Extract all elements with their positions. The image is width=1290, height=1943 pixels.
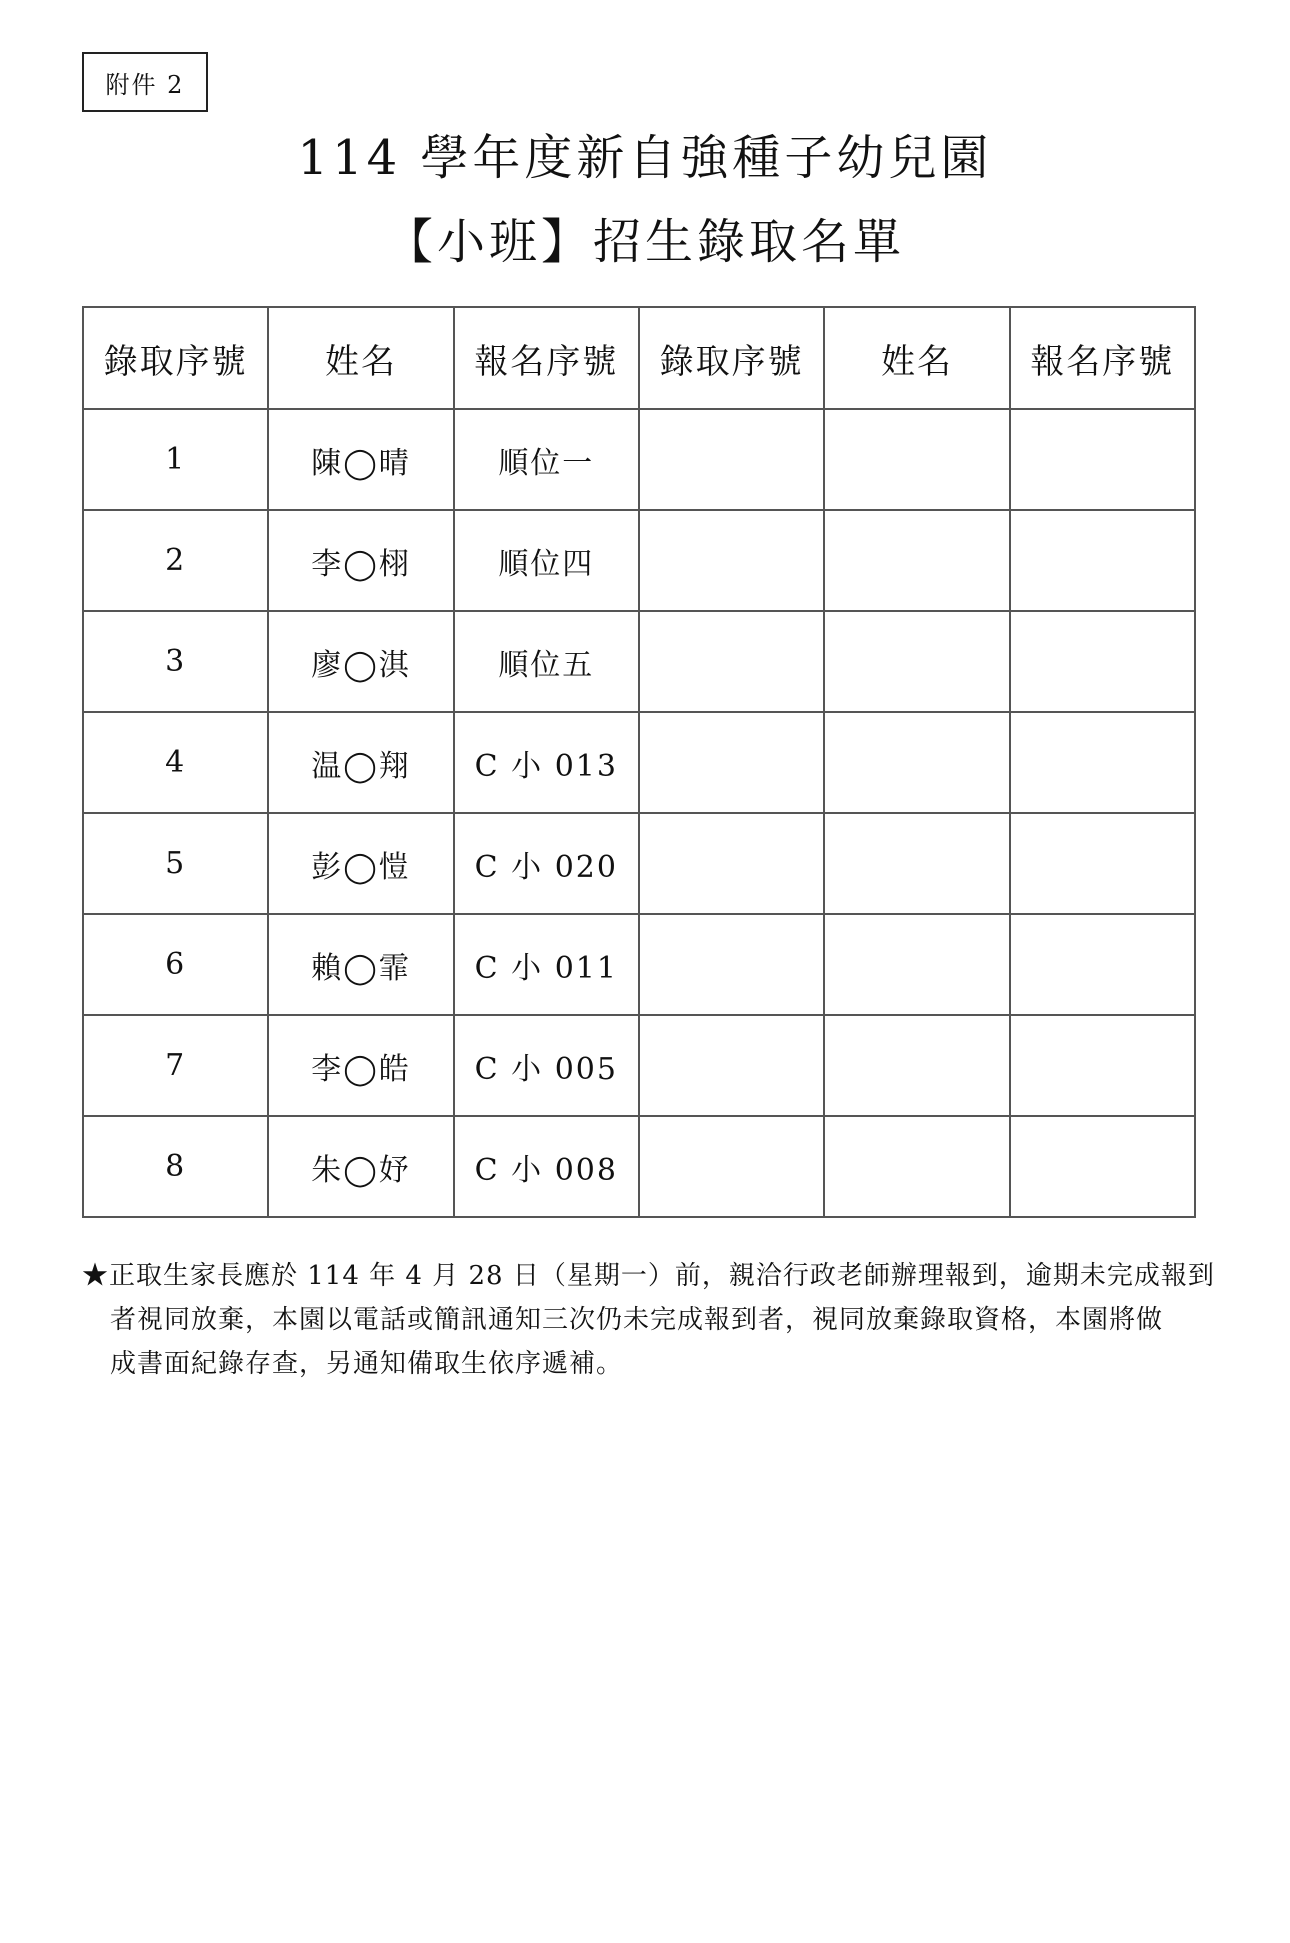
- cell-name-2: [824, 510, 1009, 611]
- attachment-label: 附件 2: [82, 52, 208, 112]
- table-row: [83, 611, 1195, 712]
- cell-registration-no-2: [1010, 712, 1195, 813]
- cell-admission-no: 5: [83, 813, 268, 914]
- cell-name-2: [824, 611, 1009, 712]
- table-row: [83, 510, 1195, 611]
- cell-name-2: [824, 813, 1009, 914]
- cell-admission-no: 8: [83, 1116, 268, 1217]
- header-name-2: 姓名: [824, 307, 1009, 409]
- cell-name: 陳◯晴: [268, 409, 453, 510]
- cell-name-2: [824, 1116, 1009, 1217]
- cell-admission-no: 1: [83, 409, 268, 510]
- cell-registration-no-2: [1010, 813, 1195, 914]
- table-header-row: [83, 307, 1195, 409]
- table-row: [83, 1116, 1195, 1217]
- cell-admission-no-2: [639, 409, 824, 510]
- cell-registration-no: 順位四: [454, 510, 639, 611]
- table-row: [83, 813, 1195, 914]
- cell-name: 朱◯妤: [268, 1116, 453, 1217]
- cell-name: 李◯栩: [268, 510, 453, 611]
- cell-admission-no-2: [639, 510, 824, 611]
- note-line-3: 成書面紀錄存查，另通知備取生依序遞補。: [110, 1349, 624, 1379]
- admission-table: [82, 306, 1196, 1218]
- cell-admission-no: 6: [83, 914, 268, 1015]
- cell-registration-no: C 小 013: [454, 712, 639, 813]
- cell-admission-no-2: [639, 712, 824, 813]
- cell-name: 李◯皓: [268, 1015, 453, 1116]
- cell-registration-no-2: [1010, 611, 1195, 712]
- note-line-2: 者視同放棄，本園以電話或簡訊通知三次仍未完成報到者，視同放棄錄取資格，本園將做: [110, 1305, 1164, 1335]
- cell-registration-no: C 小 011: [454, 914, 639, 1015]
- cell-name: 廖◯淇: [268, 611, 453, 712]
- cell-admission-no: 4: [83, 712, 268, 813]
- cell-admission-no: 7: [83, 1015, 268, 1116]
- header-admission-no: 錄取序號: [83, 307, 268, 409]
- cell-admission-no-2: [639, 611, 824, 712]
- cell-name-2: [824, 914, 1009, 1015]
- cell-name: 彭◯愷: [268, 813, 453, 914]
- table-row: [83, 712, 1195, 813]
- cell-name-2: [824, 1015, 1009, 1116]
- cell-registration-no-2: [1010, 409, 1195, 510]
- cell-registration-no: 順位一: [454, 409, 639, 510]
- cell-name-2: [824, 712, 1009, 813]
- cell-registration-no-2: [1010, 914, 1195, 1015]
- table-row: [83, 914, 1195, 1015]
- document-title: 114 學年度新自強種子幼兒園: [297, 130, 993, 186]
- cell-registration-no: C 小 008: [454, 1116, 639, 1217]
- cell-name: 賴◯霏: [268, 914, 453, 1015]
- cell-registration-no-2: [1010, 510, 1195, 611]
- table-row: [83, 1015, 1195, 1116]
- cell-admission-no-2: [639, 914, 824, 1015]
- cell-admission-no: 3: [83, 611, 268, 712]
- cell-registration-no: C 小 020: [454, 813, 639, 914]
- header-registration-no: 報名序號: [454, 307, 639, 409]
- header-name: 姓名: [268, 307, 453, 409]
- cell-registration-no-2: [1010, 1116, 1195, 1217]
- cell-admission-no-2: [639, 1116, 824, 1217]
- document-subtitle: 【小班】招生錄取名單: [384, 214, 905, 270]
- cell-admission-no: 2: [83, 510, 268, 611]
- registration-note: [82, 1254, 1215, 1386]
- header-registration-no-2: 報名序號: [1010, 307, 1195, 409]
- cell-admission-no-2: [639, 1015, 824, 1116]
- cell-registration-no-2: [1010, 1015, 1195, 1116]
- cell-registration-no: 順位五: [454, 611, 639, 712]
- cell-admission-no-2: [639, 813, 824, 914]
- cell-registration-no: C 小 005: [454, 1015, 639, 1116]
- table-row: [83, 409, 1195, 510]
- note-line-1: ★正取生家長應於 114 年 4 月 28 日（星期一）前，親洽行政老師辦理報到，逾期未完成報到: [82, 1261, 1215, 1291]
- header-admission-no-2: 錄取序號: [639, 307, 824, 409]
- cell-name-2: [824, 409, 1009, 510]
- cell-name: 温◯翔: [268, 712, 453, 813]
